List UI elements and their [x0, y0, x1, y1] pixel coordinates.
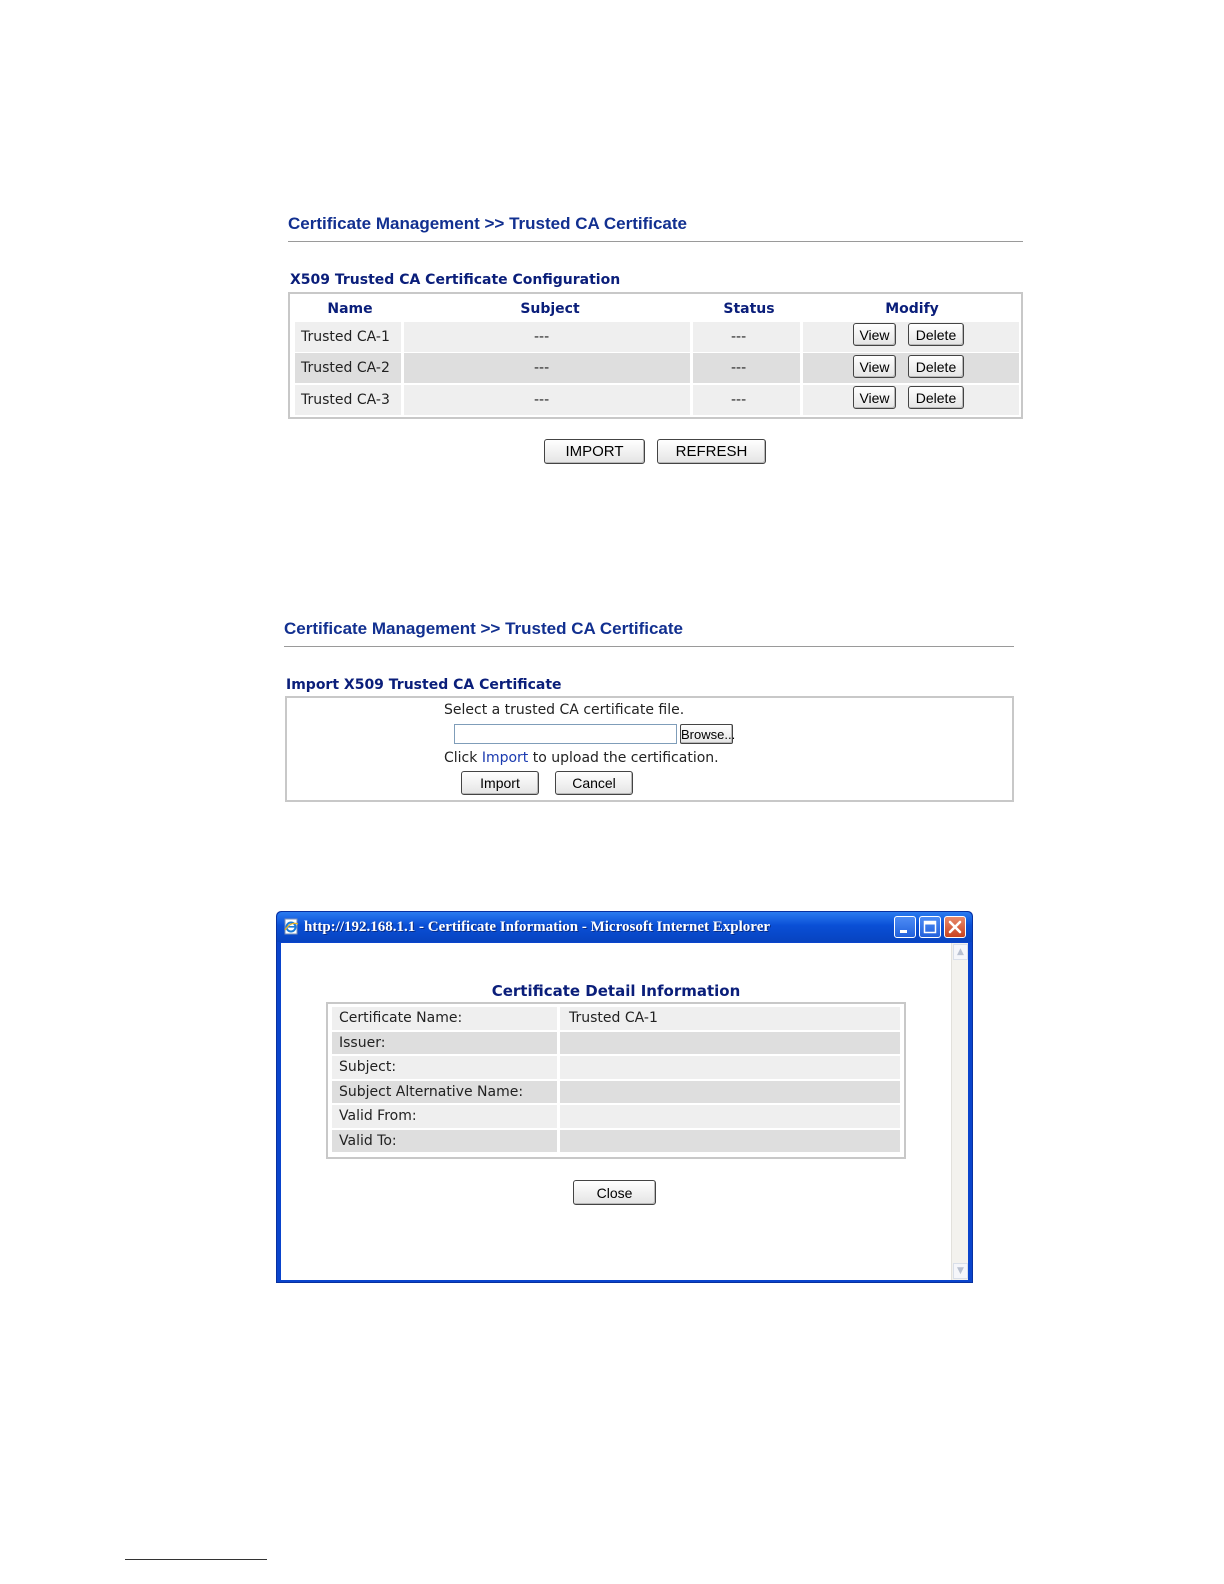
- upload-instruction: [444, 750, 719, 766]
- page-title: Certificate Management >> Trusted CA Certificate: [288, 214, 687, 233]
- import-link[interactable]: Import: [481, 750, 529, 766]
- minimize-icon: [895, 917, 915, 937]
- maximize-button[interactable]: [919, 916, 941, 938]
- detail-value: [560, 1105, 900, 1128]
- certificate-info-window: [276, 911, 973, 1283]
- cert-subject-cell: ---: [404, 322, 690, 352]
- footnote-divider: [125, 1559, 267, 1560]
- view-button[interactable]: View: [853, 386, 896, 409]
- cert-name-cell: Trusted CA-2: [295, 353, 401, 383]
- import-button[interactable]: IMPORT: [544, 439, 645, 464]
- import-submit-button[interactable]: Import: [461, 771, 539, 795]
- close-window-button[interactable]: [944, 916, 966, 938]
- column-header-subject: Subject: [520, 301, 580, 317]
- column-header-name: Name: [327, 301, 373, 317]
- upload-instruction-prefix: Click: [444, 750, 482, 766]
- close-button[interactable]: Close: [573, 1180, 656, 1205]
- delete-button[interactable]: Delete: [908, 386, 964, 409]
- detail-row: [332, 1056, 900, 1079]
- detail-label: Valid From:: [332, 1105, 557, 1128]
- select-file-instruction: Select a trusted CA certificate file.: [444, 702, 685, 718]
- detail-label: Certificate Name:: [332, 1007, 557, 1030]
- cert-name-cell: Trusted CA-1: [295, 322, 401, 352]
- detail-row: [332, 1007, 900, 1030]
- view-button[interactable]: View: [853, 355, 896, 378]
- close-icon: [945, 917, 965, 937]
- vertical-scrollbar[interactable]: [951, 943, 968, 1280]
- page-title: Certificate Management >> Trusted CA Certificate: [284, 619, 683, 638]
- title-divider: [288, 241, 1023, 242]
- detail-value: Trusted CA-1: [560, 1007, 900, 1030]
- detail-label: Subject:: [332, 1056, 557, 1079]
- scroll-up-icon[interactable]: ▲: [953, 944, 968, 960]
- detail-label: Subject Alternative Name:: [332, 1081, 557, 1103]
- window-titlebar[interactable]: [277, 912, 972, 942]
- cert-status-cell: ---: [693, 322, 800, 352]
- detail-row: [332, 1081, 900, 1103]
- detail-heading: Certificate Detail Information: [491, 982, 741, 1000]
- title-divider: [284, 646, 1014, 647]
- detail-row: [332, 1032, 900, 1054]
- detail-value: [560, 1081, 900, 1103]
- upload-instruction-suffix: to upload the certification.: [528, 750, 719, 766]
- detail-value: [560, 1056, 900, 1079]
- browse-button[interactable]: Browse...: [680, 724, 733, 744]
- ie-page-icon: [283, 918, 300, 935]
- certificate-file-input[interactable]: [454, 724, 677, 744]
- column-header-modify: Modify: [885, 301, 939, 317]
- section-title: Import X509 Trusted CA Certificate: [286, 677, 562, 693]
- minimize-button[interactable]: [894, 916, 916, 938]
- cancel-button[interactable]: Cancel: [555, 771, 633, 795]
- detail-value: [560, 1032, 900, 1054]
- delete-button[interactable]: Delete: [908, 323, 964, 346]
- detail-value: [560, 1130, 900, 1152]
- delete-button[interactable]: Delete: [908, 355, 964, 378]
- detail-row: [332, 1130, 900, 1152]
- cert-status-cell: ---: [693, 353, 800, 383]
- maximize-icon: [920, 917, 940, 937]
- view-button[interactable]: View: [853, 323, 896, 346]
- cert-subject-cell: ---: [404, 353, 690, 383]
- refresh-button[interactable]: REFRESH: [657, 439, 766, 464]
- detail-label: Issuer:: [332, 1032, 557, 1054]
- detail-row: [332, 1105, 900, 1128]
- window-content: [281, 943, 968, 1280]
- window-title: http://192.168.1.1 - Certificate Information - Microsoft Internet Explorer: [304, 919, 771, 935]
- scroll-down-icon[interactable]: ▼: [953, 1263, 968, 1279]
- cert-name-cell: Trusted CA-3: [295, 385, 401, 415]
- cert-status-cell: ---: [693, 385, 800, 415]
- column-header-status: Status: [723, 301, 775, 317]
- detail-label: Valid To:: [332, 1130, 557, 1152]
- section-title: X509 Trusted CA Certificate Configuration: [290, 272, 621, 288]
- cert-subject-cell: ---: [404, 385, 690, 415]
